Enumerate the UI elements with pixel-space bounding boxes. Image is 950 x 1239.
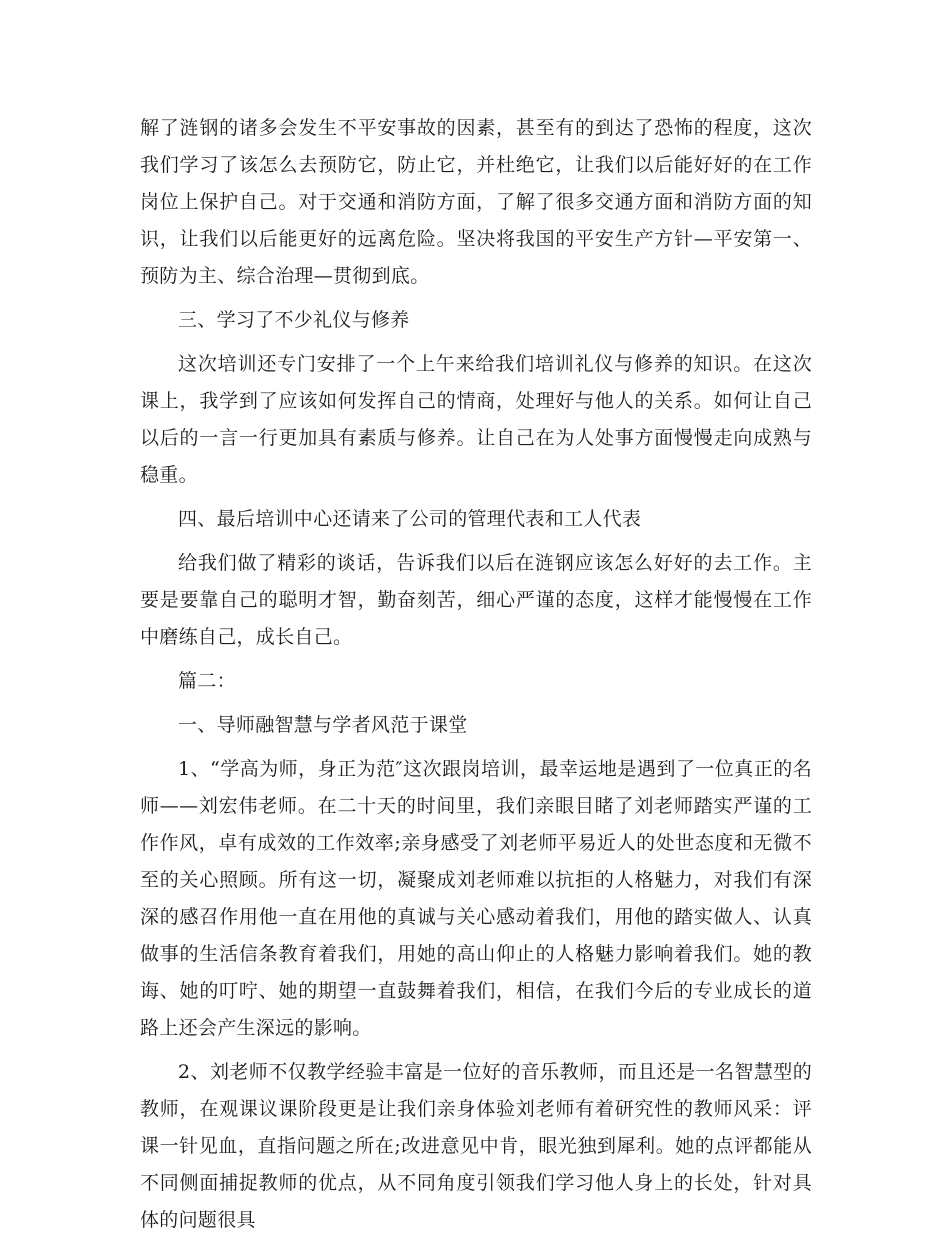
paragraph-mentor-2: 2、刘老师不仅教学经验丰富是一位好的音乐教师，而且还是一名智慧型的教师，在观课议课阶段更是让我们亲身体验刘老师有着研究性的教师风采：评课一针见血，直指问题之所在;改进意见中肯，眼光独到犀利。她的点评都能从不同侧面捕捉教师的优点，从不同角度引领我们学习他人身上的长处，针对具体的问题很具 [140, 1061, 812, 1231]
paragraph-safety-continued: 解了涟钢的诸多会发生不平安事故的因素，甚至有的到达了恐怖的程度，这次我们学习了该怎么去预防它，防止它，并杜绝它，让我们以后能好好的在工作岗位上保护自己。对于交通和消防方面，了解了很多交通方面和消防方面的知识，让我们以后能更好的远离危险。坚决将我国的平安生产方针—平安第一、预防为主、综合治理—贯彻到底。 [140, 117, 812, 287]
section-label-part-two: 篇二： [178, 670, 236, 692]
heading-etiquette: 三、学习了不少礼仪与修养 [178, 309, 410, 331]
heading-mentor: 一、导师融智慧与学者风范于课堂 [178, 714, 468, 736]
paragraph-representatives: 给我们做了精彩的谈话，告诉我们以后在涟钢应该怎么好好的去工作。主要是要靠自己的聪明才智，勤奋刻苦，细心严谨的态度，这样才能慢慢在工作中磨练自己，成长自己。 [140, 552, 812, 648]
paragraph-mentor-1: 1、“学高为师，身正为范″这次跟岗培训，最幸运地是遇到了一位真正的名师——刘宏伟老师。在二十天的时间里，我们亲眼目睹了刘老师踏实严谨的工作作风，卓有成效的工作效率;亲身感受了刘老师平易近人的处世态度和无微不至的关心照顾。所有这一切，凝聚成刘老师难以抗拒的人格魅力，对我们有深深的感召作用他一直在用他的真诚与关心感动着我们，用他的踏实做人、认真做事的生活信条教育着我们，用她的高山仰止的人格魅力影响着我们。她的教诲、她的叮咛、她的期望一直鼓舞着我们，相信，在我们今后的专业成长的道路上还会产生深远的影响。 [140, 758, 812, 1039]
body-text [140, 110, 812, 1239]
heading-representatives: 四、最后培训中心还请来了公司的管理代表和工人代表 [178, 508, 642, 530]
paragraph-etiquette: 这次培训还专门安排了一个上午来给我们培训礼仪与修养的知识。在这次课上，我学到了应该如何发挥自己的情商，处理好与他人的关系。如何让自己以后的一言一行更加具有素质与修养。让自己在为人处事方面慢慢走向成熟与稳重。 [140, 353, 812, 486]
